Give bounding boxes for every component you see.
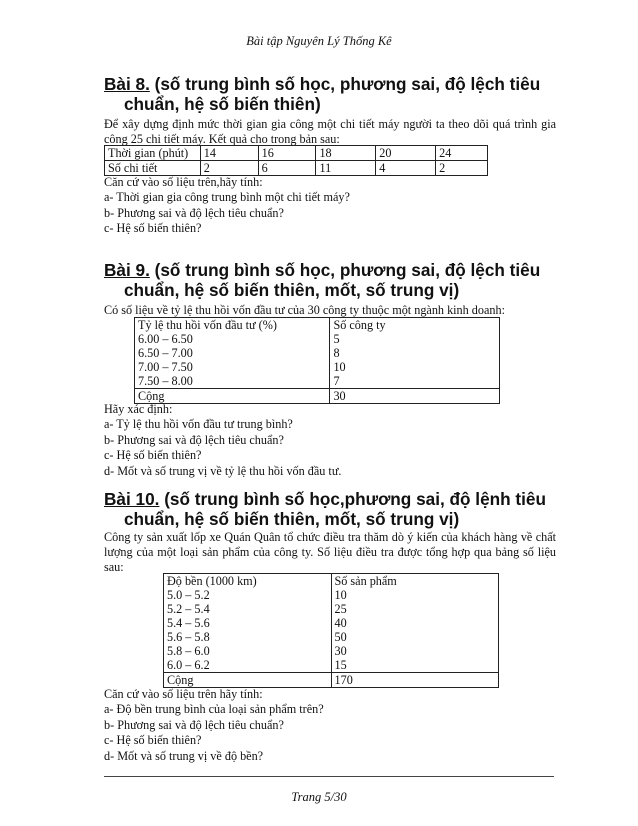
bai10-table-row — [164, 616, 499, 630]
bai10-table-cell: 5.0 – 5.2 — [164, 588, 332, 602]
bai9-question-line: b- Phương sai và độ lệch tiêu chuẩn? — [104, 432, 284, 447]
bai8-table-cell: 18 — [316, 146, 376, 161]
bai10-table-cell: Cộng — [164, 673, 332, 688]
bai10-table-cell: 25 — [331, 602, 499, 616]
bai10-heading — [104, 489, 554, 529]
bai8-intro: Để xây dựng định mức thời gian gia công một chi tiết máy người ta theo dõi quá trình gia công 25 chi tiết máy. Kết quả cho trong bản sau: — [104, 117, 556, 147]
bai8-table-cell: 2 — [436, 161, 488, 176]
bai9-table-cell: Cộng — [135, 389, 330, 404]
bai10-number: Bài 10. — [104, 489, 160, 509]
bai10-table-cell: Độ bền (1000 km) — [164, 574, 332, 589]
bai9-table-cell: Số công ty — [330, 318, 500, 333]
bai10-table-cell: 10 — [331, 588, 499, 602]
bai9-table-cell: 7.00 – 7.50 — [135, 360, 330, 374]
bai8-table-cell: 4 — [376, 161, 436, 176]
bai10-table-row — [164, 602, 499, 616]
bai10-question-line: c- Hệ số biến thiên? — [104, 733, 202, 748]
bai10-title-line1: (số trung bình số học,phương sai, độ lệnh tiêu — [159, 489, 546, 509]
bai9-question-line: a- Tỷ lệ thu hồi vốn đầu tư trung bình? — [104, 417, 293, 432]
bai10-question-line: d- Mốt và số trung vị về độ bền? — [104, 748, 264, 763]
bai10-title-line2: chuẩn, hệ số biến thiên, mốt, số trung vị) — [124, 509, 460, 529]
bai9-intro: Có số liệu về tỷ lệ thu hồi vốn đầu tư của 30 công ty thuộc một ngành kinh doanh: — [104, 303, 505, 317]
bai10-question-line: a- Độ bền trung bình của loại sản phẩm trên? — [104, 702, 324, 717]
bai10-table-row — [164, 630, 499, 644]
bai9-table-cell: 5 — [330, 332, 500, 346]
bai10-table — [163, 573, 499, 688]
bai9-question-line: c- Hệ số biến thiên? — [104, 448, 202, 463]
bai8-table-cell: Thời gian (phút) — [105, 146, 201, 161]
bai9-table-cell: Tỷ lệ thu hồi vốn đầu tư (%) — [135, 318, 330, 333]
bai8-title-line2: chuẩn, hệ số biến thiên) — [124, 94, 321, 114]
bai10-table-row — [164, 673, 499, 688]
bai8-table-cell: 14 — [200, 146, 258, 161]
bai9-table-cell: 30 — [330, 389, 500, 404]
bai9-title-line2: chuẩn, hệ số biến thiên, mốt, số trung vị) — [124, 280, 460, 300]
bai8-table-cell: 6 — [258, 161, 316, 176]
bai9-table-cell: 10 — [330, 360, 500, 374]
bai10-table-cell: 170 — [331, 673, 499, 688]
bai8-table-row — [105, 161, 488, 176]
bai10-question-line: Căn cứ vào số liệu trên hãy tính: — [104, 687, 263, 701]
bai10-table-cell: 15 — [331, 658, 499, 673]
bai8-questions — [104, 175, 350, 237]
bai10-table-row — [164, 588, 499, 602]
bai10-table-cell: 5.4 – 5.6 — [164, 616, 332, 630]
bai8-table-cell: 20 — [376, 146, 436, 161]
bai9-table-row — [135, 360, 500, 374]
bai9-question-line: d- Mốt và số trung vị về tỷ lệ thu hồi vốn đầu tư. — [104, 463, 342, 478]
bai9-table-row — [135, 332, 500, 346]
bai8-table-cell: 2 — [200, 161, 258, 176]
bai10-table-cell: 6.0 – 6.2 — [164, 658, 332, 673]
page-footer: Trang 5/30 — [291, 790, 347, 804]
bai10-questions — [104, 687, 324, 764]
bai10-table-cell: 5.2 – 5.4 — [164, 602, 332, 616]
bai10-table-cell: 5.6 – 5.8 — [164, 630, 332, 644]
bai9-question-line: Hãy xác định: — [104, 402, 173, 416]
bai8-table-cell: 24 — [436, 146, 488, 161]
bai9-title-line1: (số trung bình số học, phương sai, độ lệch tiêu — [149, 260, 541, 280]
bai9-table-cell: 7.50 – 8.00 — [135, 374, 330, 389]
bai9-questions — [104, 402, 341, 479]
bai8-heading — [104, 74, 554, 114]
bai8-table — [104, 145, 488, 176]
page-header: Bài tập Nguyên Lý Thống Kê — [246, 34, 392, 48]
bai10-table-cell: 30 — [331, 644, 499, 658]
bai9-table — [134, 317, 500, 404]
bai9-number: Bài 9. — [104, 260, 150, 280]
bai9-table-cell: 6.00 – 6.50 — [135, 332, 330, 346]
bai10-intro: Công ty sản xuất lốp xe Quán Quân tổ chức điều tra thăm dò ý kiến của khách hàng về chất lượng của một loại sản phẩm của công ty. Số liệu điều tra được tổng hợp qua bảng số liệu sau: — [104, 530, 556, 575]
bai9-table-row — [135, 346, 500, 360]
bai10-table-row — [164, 574, 499, 589]
bai9-heading — [104, 260, 554, 300]
bai8-question-line: Căn cứ vào số liệu trên,hãy tính: — [104, 175, 263, 189]
bai9-table-cell: 8 — [330, 346, 500, 360]
bai9-table-cell: 7 — [330, 374, 500, 389]
bai10-question-line: b- Phương sai và độ lệch tiêu chuẩn? — [104, 717, 284, 732]
bai8-number: Bài 8. — [104, 74, 150, 94]
bai8-question-line: b- Phương sai và độ lệch tiêu chuẩn? — [104, 205, 284, 220]
bai8-table-cell: Số chi tiết — [105, 161, 201, 176]
bai10-table-cell: 40 — [331, 616, 499, 630]
bai8-question-line: a- Thời gian gia công trung bình một chi tiết máy? — [104, 190, 350, 205]
bai8-title-line1: (số trung bình số học, phương sai, độ lệch tiêu — [149, 74, 541, 94]
bai10-table-row — [164, 658, 499, 673]
bai8-table-row — [105, 146, 488, 161]
bai10-table-row — [164, 644, 499, 658]
bai9-table-row — [135, 374, 500, 389]
footer-rule — [104, 776, 554, 777]
bai10-table-cell: 5.8 – 6.0 — [164, 644, 332, 658]
bai9-table-row — [135, 318, 500, 333]
bai9-table-cell: 6.50 – 7.00 — [135, 346, 330, 360]
bai10-table-cell: Số sản phẩm — [331, 574, 499, 589]
bai8-question-line: c- Hệ số biến thiên? — [104, 221, 202, 236]
bai8-table-cell: 11 — [316, 161, 376, 176]
bai8-table-cell: 16 — [258, 146, 316, 161]
bai10-table-cell: 50 — [331, 630, 499, 644]
